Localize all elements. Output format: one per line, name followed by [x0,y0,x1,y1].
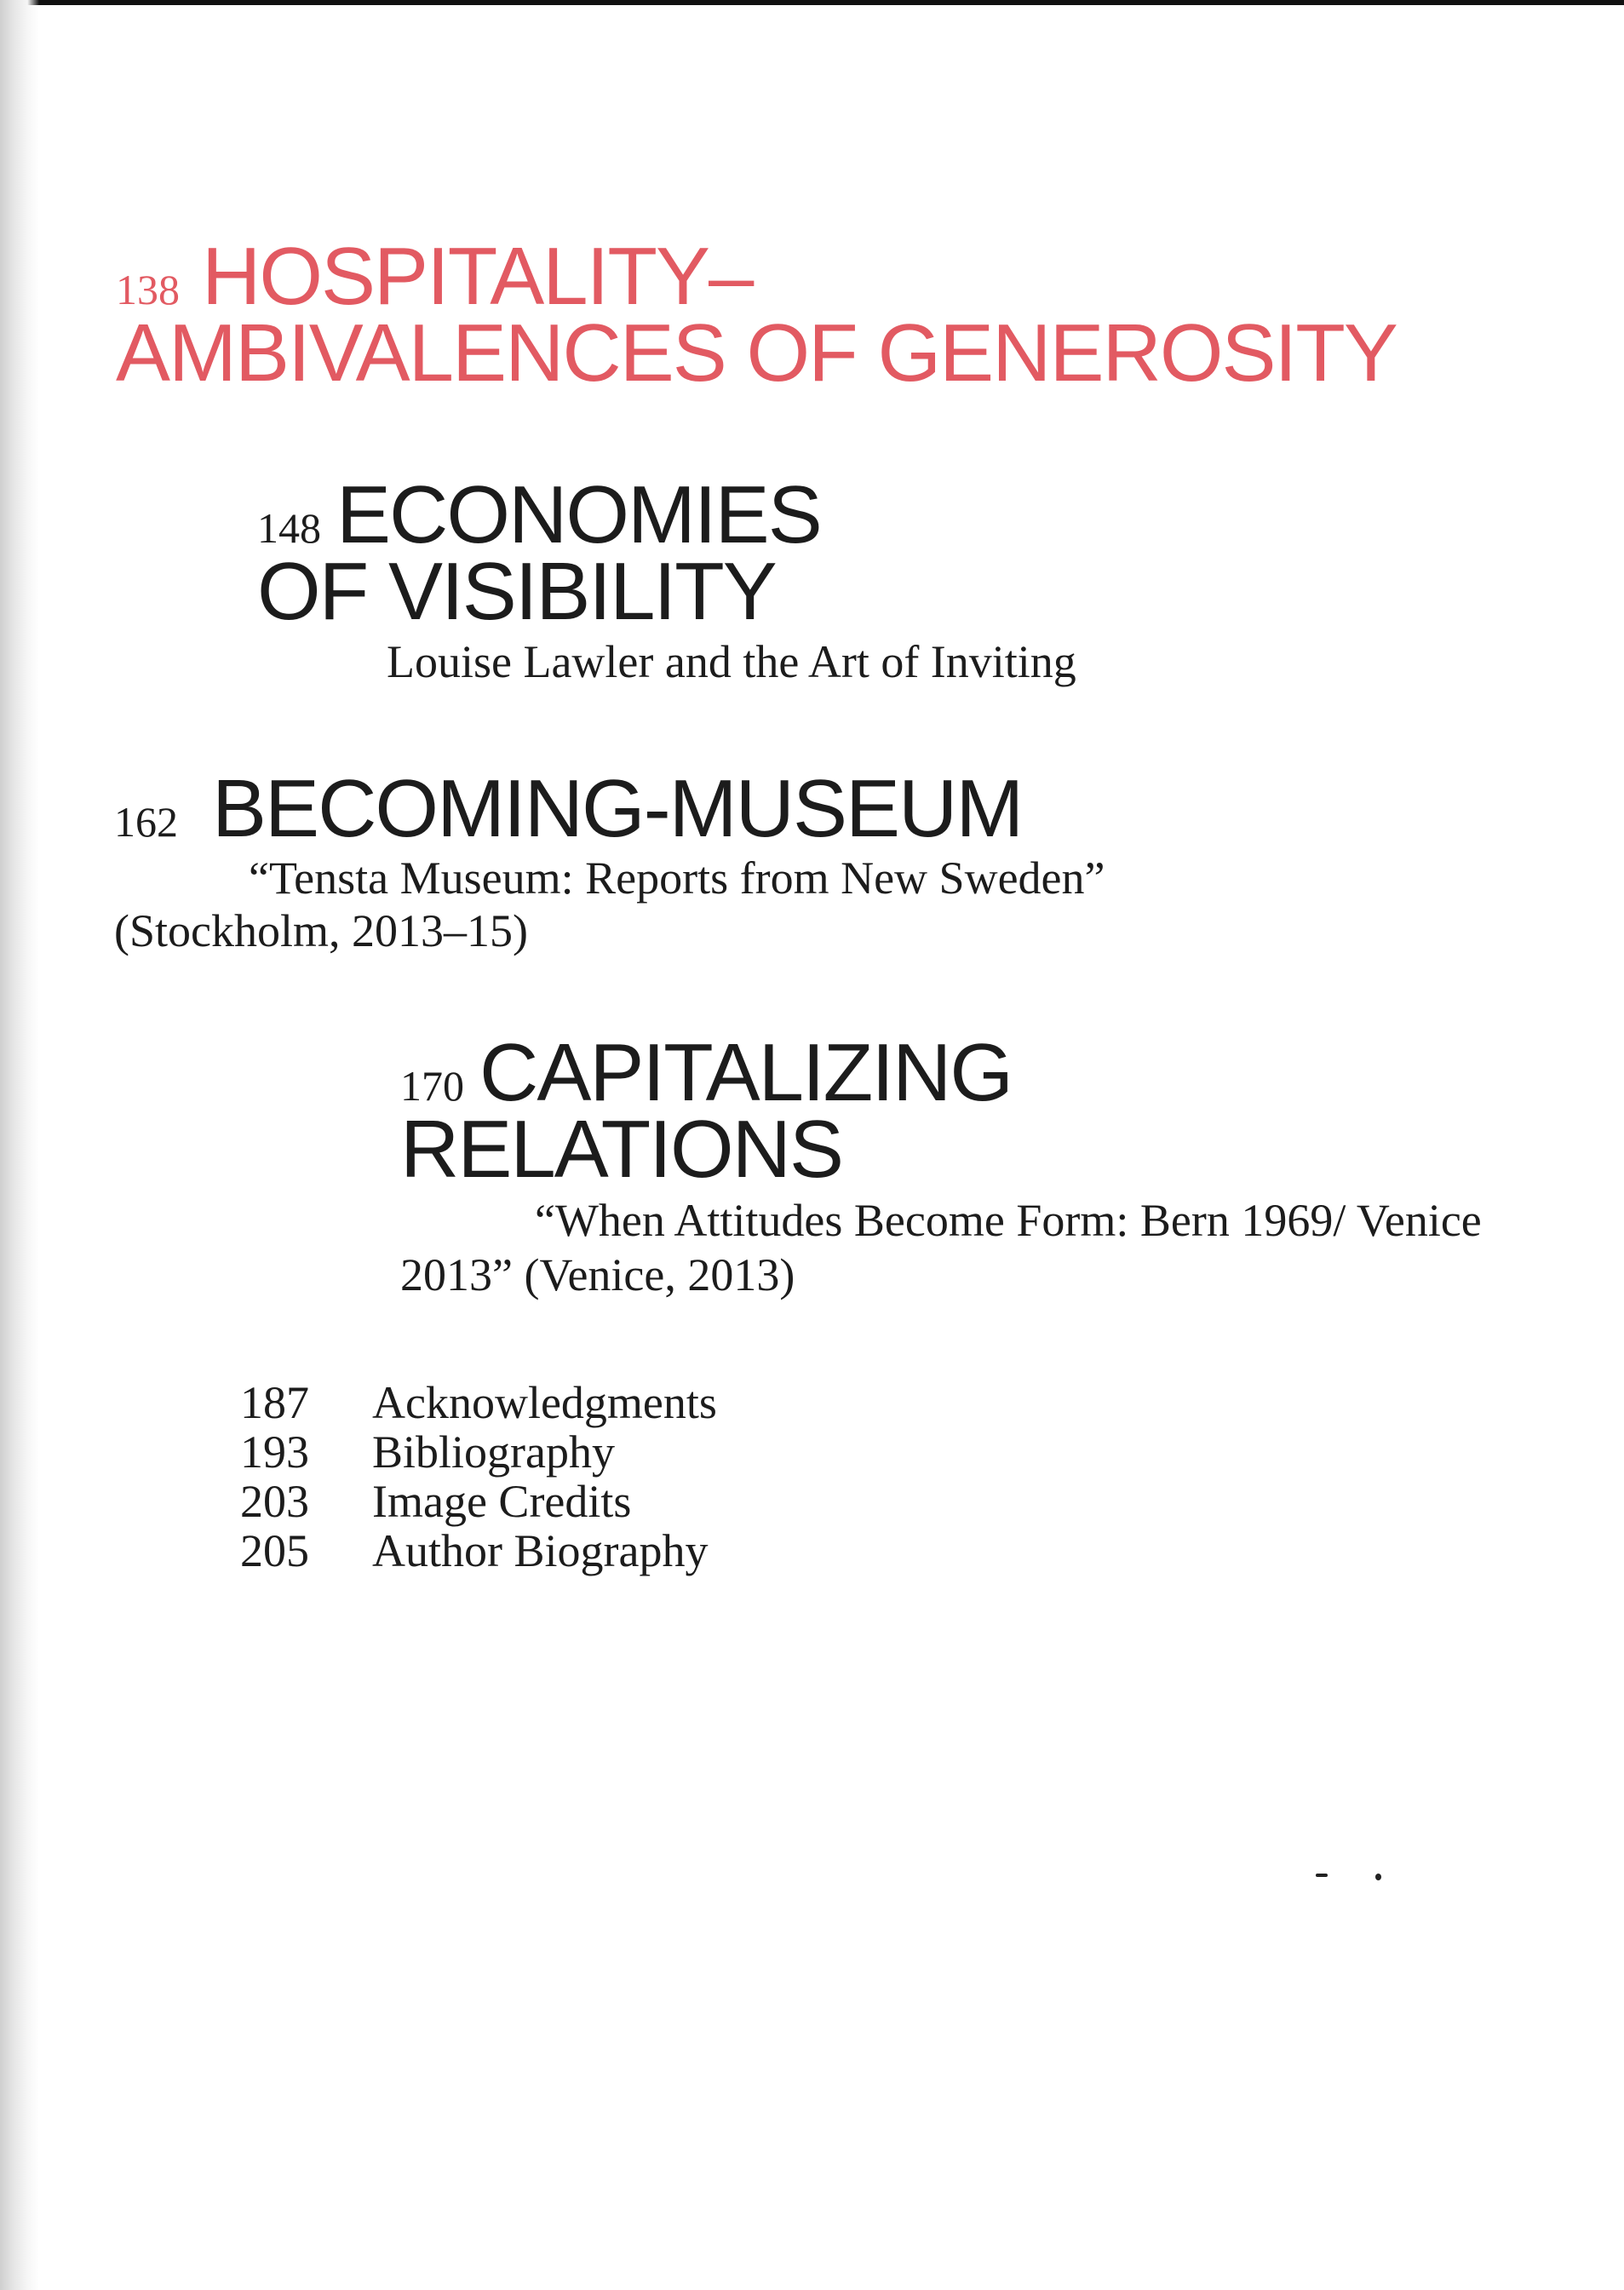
toc-entry-economies-of-visibility[interactable] [257,469,1076,688]
page-gutter-shadow [0,0,39,2290]
toc-entry-capitalizing-relations[interactable] [400,1027,1524,1302]
toc-heading-line2: OF VISIBILITY [257,546,776,637]
toc-item-label: Acknowledgments [372,1377,717,1428]
toc-page-number: 148 [257,504,321,552]
toc-page-number: 203 [240,1476,309,1527]
toc-heading-line1: HOSPITALITY– [202,231,753,322]
toc-backmatter-item-image-credits[interactable] [240,1477,717,1526]
toc-backmatter-list [240,1378,717,1575]
toc-item-label: Bibliography [372,1426,615,1478]
toc-heading-line1: CAPITALIZING [479,1027,1012,1118]
toc-page-number: 187 [240,1377,309,1428]
toc-backmatter-item-bibliography[interactable] [240,1427,717,1477]
toc-item-label: Image Credits [372,1476,632,1527]
toc-page-number: 138 [116,266,180,313]
toc-heading-line2: RELATIONS [400,1104,842,1195]
toc-subtitle: “When Attitudes Become Form: Bern 1969/ Venice 2013” (Venice, 2013) [400,1195,1482,1300]
toc-entry-hospitality[interactable] [116,231,1397,399]
toc-heading-line1: BECOMING-MUSEUM [212,763,1023,854]
toc-page-number: 193 [240,1426,309,1478]
toc-backmatter-item-acknowledgments[interactable] [240,1378,717,1427]
toc-page-number: 170 [400,1062,464,1110]
toc-page-number: 205 [240,1525,309,1576]
toc-subtitle: Louise Lawler and the Art of Inviting [387,636,1076,687]
toc-heading-line2: AMBIVALENCES OF GENEROSITY [116,307,1397,399]
toc-heading-line1: ECONOMIES [336,469,821,560]
scan-top-edge [0,0,1624,5]
toc-page-number: 162 [114,798,178,846]
toc-entry-becoming-museum[interactable] [114,763,1306,957]
scan-speck [1316,1874,1328,1877]
scan-speck [1375,1874,1381,1880]
toc-backmatter-item-author-biography[interactable] [240,1526,717,1575]
toc-item-label: Author Biography [372,1525,709,1576]
toc-subtitle: “Tensta Museum: Reports from New Sweden” (Stockholm, 2013–15) [114,852,1105,956]
